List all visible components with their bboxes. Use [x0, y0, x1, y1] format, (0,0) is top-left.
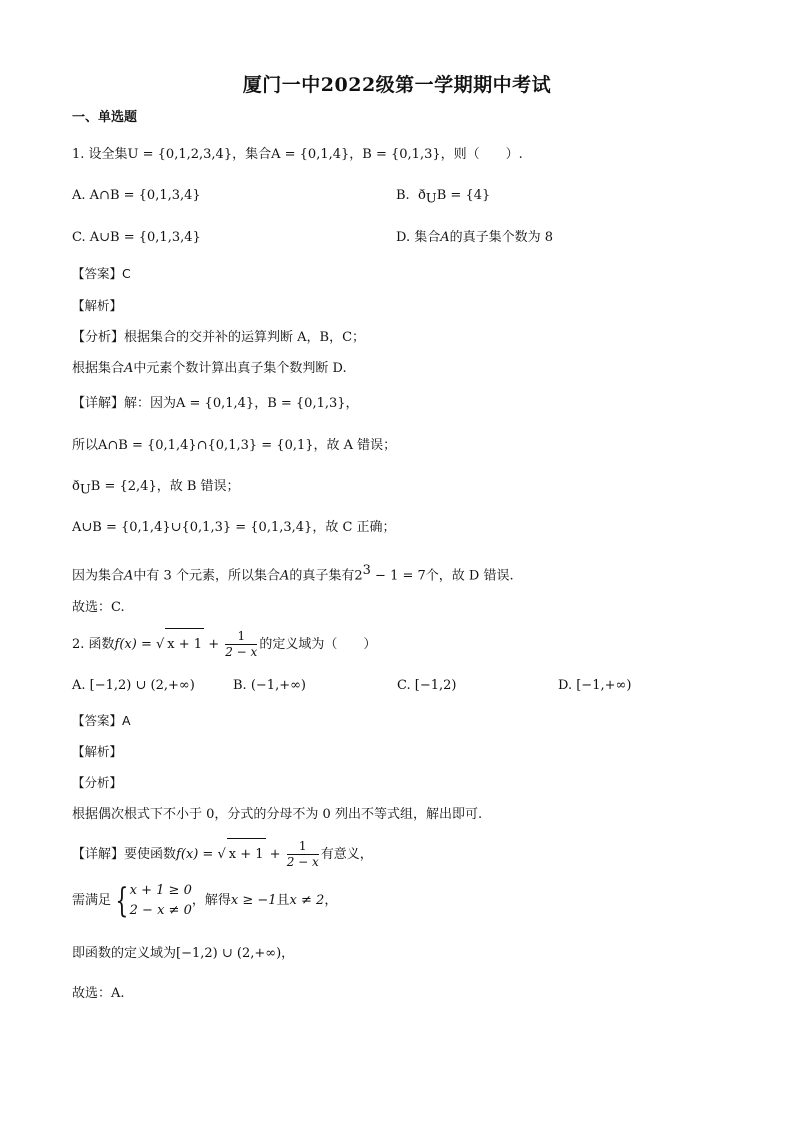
q1-step-intersection: 所以A∩B = {0,1,4}∩{0,1,3} = {0,1}，故 A 错误； — [72, 438, 397, 453]
q1-step-subsets: 因为集合A中有 3 个元素，所以集合A的真子集有$2^3 - 1 = 7$个，故 D 错误. — [72, 563, 514, 584]
q1-option-c: C. A∪B = {0,1,3,4} — [72, 230, 201, 245]
q2-stem: 2. 函数f(x) = √ x + 1 + $\frac{1}{2 - x}$ 的定义域为（ ） — [72, 629, 377, 659]
section-heading: 一、单选题 — [72, 110, 138, 125]
q2-choice: 故选：A. — [72, 986, 125, 1001]
q2-domain-result: 即函数的定义域为[−1,2) ∪ (2,+∞)， — [72, 946, 295, 961]
q1-analysis-heading: 【解析】 — [72, 298, 123, 313]
set-b: B = {0,1,3} — [362, 147, 441, 162]
q2-option-c: C. [−1,2) — [397, 678, 457, 693]
q1-fenxi: 【分析】根据集合的交并补的运算判断 A，B，C； — [72, 330, 366, 345]
q1-choice: 故选：C. — [72, 600, 125, 615]
q2-fenxi-heading: 【分析】 — [72, 775, 123, 790]
q1-option-d: D. 集合A的真子集个数为 8 — [396, 230, 554, 245]
q2-analysis-heading: 【解析】 — [72, 744, 123, 759]
set-a: A = {0,1,4} — [271, 147, 350, 162]
set-u: U = {0,1,2,3,4} — [127, 147, 233, 162]
left-brace: { — [115, 880, 129, 921]
fraction: $\frac{1}{2 - x}$ — [225, 629, 258, 659]
q1-step-complement: $ð_UB = \{2,4\}$，故 B 错误； — [72, 479, 240, 498]
page-title: 厦门一中2022级第一学期期中考试 — [242, 74, 552, 96]
q2-option-b: B. (−1,+∞) — [233, 678, 306, 693]
q2-fenxi-text: 根据偶次根式下不小于 0，分式的分母不为 0 列出不等式组，解出即可. — [72, 807, 483, 822]
inequality-system: x + 1 ≥ 0 2 − x ≠ 0 — [129, 882, 192, 918]
q2-answer: 【答案】A — [72, 713, 131, 728]
q1-detail: 【详解】解：因为A = {0,1,4}，B = {0,1,3}， — [72, 396, 359, 411]
q1-option-a: A. A∩B = {0,1,3,4} — [72, 188, 201, 203]
q1-answer: 【答案】C — [72, 266, 131, 281]
sqrt-expression: x + 1 — [227, 838, 266, 871]
q2-option-a: A. [−1,2) ∪ (2,+∞) — [72, 678, 195, 693]
q1-option-b: B. $ð_UB = \{4\}$ — [396, 188, 491, 207]
sqrt-expression: x + 1 — [165, 628, 204, 661]
q1-fenxi-2: 根据集合A中元素个数计算出真子集个数判断 D. — [72, 361, 347, 376]
q1-step-union: A∪B = {0,1,4}∪{0,1,3} = {0,1,3,4}，故 C 正确； — [72, 520, 396, 535]
q1-stem: 1. 设全集U = {0,1,2,3,4}，集合A = {0,1,4}，B = {0,1,3}，则（ ）. — [72, 147, 523, 162]
q2-detail: 【详解】要使函数f(x) = √ x + 1 + $\frac{1}{2 - x}$ 有意义， — [72, 839, 373, 869]
fraction: $\frac{1}{2 - x}$ — [286, 839, 319, 869]
q2-option-d: D. [−1,+∞) — [558, 678, 632, 693]
q2-condition-system: 需满足 { x + 1 ≥ 0 2 − x ≠ 0 ，解得x ≥ −1且x ≠ 2， — [72, 880, 338, 921]
